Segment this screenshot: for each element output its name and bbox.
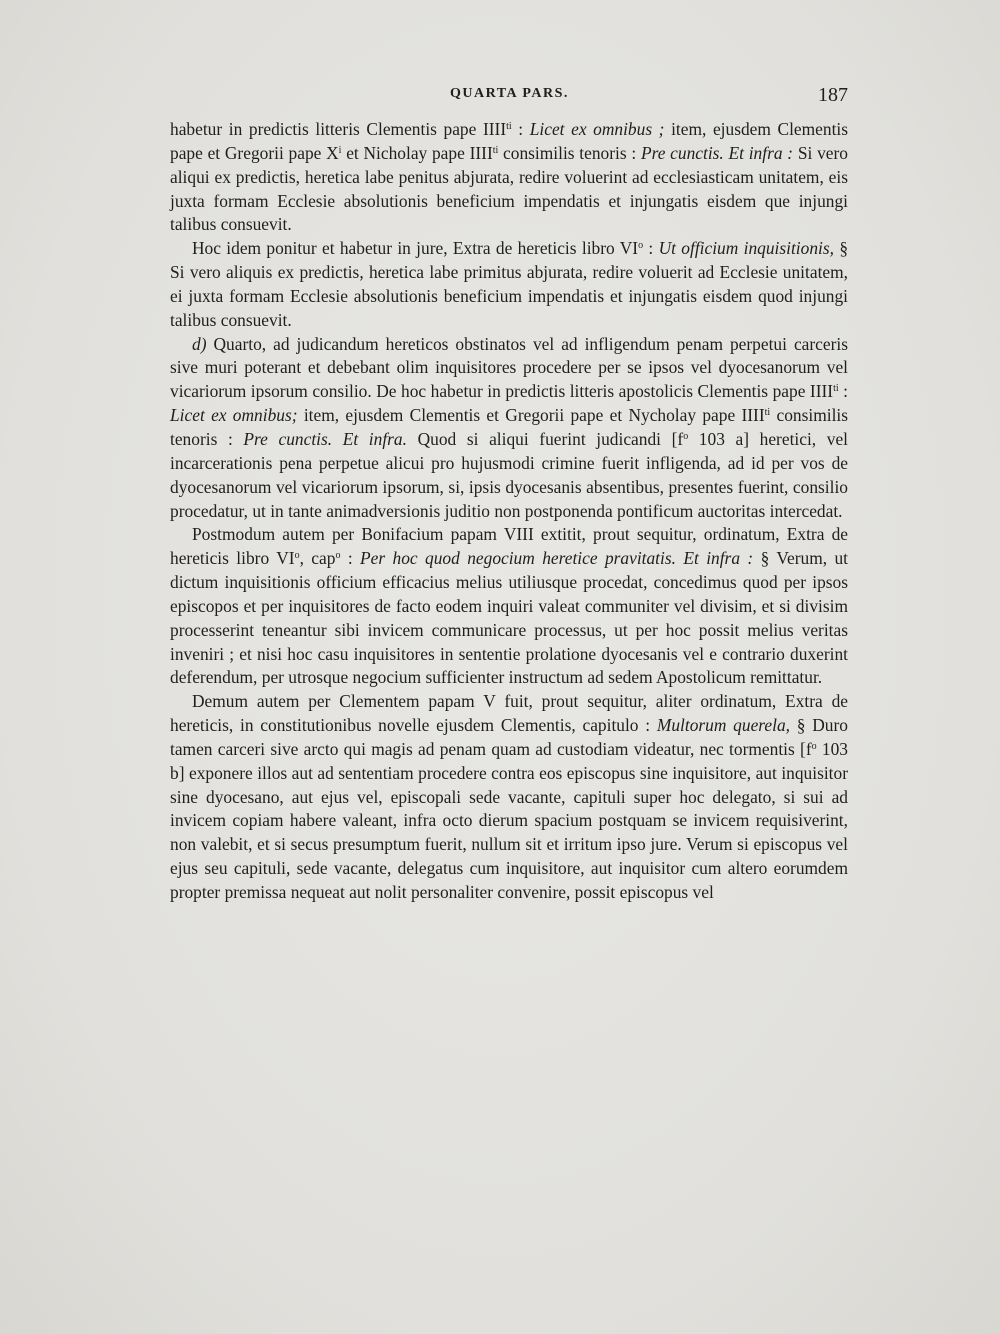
superscript: ti bbox=[764, 407, 771, 419]
italic-text: Pre cunctis. Et infra. bbox=[243, 428, 407, 449]
superscript: o bbox=[811, 740, 817, 752]
superscript: o bbox=[294, 550, 300, 562]
running-title: QUARTA PARS. bbox=[450, 86, 569, 101]
text-run: Quod si aliqui fuerint judicandi [f bbox=[406, 428, 684, 449]
paragraph-5 bbox=[170, 690, 848, 905]
text-run: : bbox=[511, 119, 530, 139]
paragraph-1 bbox=[170, 118, 848, 237]
text-run: , cap bbox=[299, 548, 336, 569]
paragraph-3 bbox=[170, 333, 848, 524]
text-run: Si vero aliqui ex predictis, heretica labe penitus abjurata, redire voluerint ad ecclesiasticam unitatem, eis juxta formam Ecclesie absolutionis beneficium impendatis et injungatis eisdem que injungi talibus consuevit. bbox=[170, 142, 848, 235]
superscript: ti bbox=[506, 121, 512, 132]
italic-text: Per hoc quod negocium heretice pravitatis. Et infra : bbox=[360, 548, 754, 569]
text-run: § Si vero aliquis ex predictis, heretica labe primitus abjurata, redire voluerit ad Ecclesie unitatem, ei juxta formam Ecclesie absolutionis beneficium impendatis et injungatis eisdem quod injungi talibus consuevit. bbox=[170, 238, 849, 330]
italic-text: Licet ex omnibus; bbox=[170, 405, 298, 426]
text-run: Hoc idem ponitur et habetur in jure, Extra de hereticis libro VI bbox=[192, 238, 639, 259]
text-run: : bbox=[643, 238, 659, 259]
text-run: consimilis tenoris : bbox=[498, 142, 641, 163]
superscript: o bbox=[335, 550, 341, 562]
running-head bbox=[170, 84, 848, 110]
italic-text: Multorum querela, bbox=[656, 715, 791, 736]
superscript: ti bbox=[833, 383, 839, 395]
paragraph-4 bbox=[170, 523, 848, 690]
text-run: et Nicholay pape IIII bbox=[341, 142, 493, 163]
text-run: habetur in predictis litteris Clementis pape IIII bbox=[170, 119, 507, 139]
superscript: o bbox=[683, 430, 689, 442]
superscript: ti bbox=[492, 144, 499, 156]
superscript: i bbox=[338, 144, 342, 156]
text-run: consimilis tenoris : bbox=[170, 405, 848, 449]
text-run: item, ejusdem Clementis pape et Gregorii pape X bbox=[170, 119, 849, 163]
paragraph-2 bbox=[170, 237, 848, 332]
text-run: item, ejusdem Clementis et Gregorii pape et Nycholay pape IIII bbox=[297, 405, 765, 426]
page-number: 187 bbox=[818, 84, 848, 106]
italic-text: d) bbox=[192, 333, 207, 354]
italic-text: Ut officium inquisitionis, bbox=[658, 238, 834, 259]
text-run: : bbox=[838, 381, 848, 402]
text-run: Quarto, ad judicandum hereticos obstinatos vel ad infligendum penam perpetui carceris sive muri poterant et debebant olim inquisitores procedere per se ipsos vel dyocesanorum vel vicariorum ipsorum consilio. De hoc habetur in predictis litteris apostolicis Clementis pape IIII bbox=[170, 333, 848, 402]
body-text bbox=[170, 118, 848, 905]
italic-text: Licet ex omnibus ; bbox=[529, 119, 665, 139]
text-run: Postmodum autem per Bonifacium papam VIII extitit, prout sequitur, ordinatum, Extra de hereticis libro VI bbox=[170, 524, 848, 569]
text-run: § Duro tamen carceri sive arcto qui magis ad penam quam ad custodiam videatur, nec tormentis [f bbox=[170, 715, 848, 759]
superscript: o bbox=[638, 240, 644, 252]
italic-text: Pre cunctis. Et infra : bbox=[640, 142, 794, 163]
text-run: : bbox=[340, 548, 361, 569]
text-run: § Verum, ut dictum inquisitionis officium efficacius melius utiliusque procedat, concedimus quod per ipsos episcopos et per inquisitores de facto eodem inquiri valeat communiter vel divisim, et si divisim processerint teneantur sibi invicem communicare processus, ut per hoc possit melius veritas inveniri ; et nisi hoc casu inquisitores in sententie prolatione dyocesanis vel e contrario duxerint deferendum, per utrosque negocium sufficienter instructum ad sedem Apostolicum remittatur. bbox=[170, 548, 848, 688]
text-run: 103 b] exponere illos aut ad sententiam procedere contra eos episcopus sine inquisitore, aut inquisitor sine dyocesano, aut ejus vel, episcopali sede vacante, capituli super hoc delegato, si sui ad invicem copiam habere valeant, infra octo dierum spacium postquam se invicem requisiverint, non valebit, et si secus presumptum fuerit, nullum sit et irritum ipso jure. Verum si episcopus vel ejus seu capituli, sede vacante, delegatus cum inquisitore, aut inquisitor cum altero eorumdem propter premissa nequeat aut nolit personaliter convenire, possit episcopus vel bbox=[170, 738, 848, 902]
text-run: Demum autem per Clementem papam V fuit, prout sequitur, aliter ordinatum, Extra de hereticis, in constitutionibus novelle ejusdem Clementis, capitulo : bbox=[170, 691, 848, 736]
text-run: 103 a] heretici, vel incarcerationis pena perpetue alicui pro hujusmodi crimine fuerit infligenda, ad id per vos de dyocesanorum vel vicariorum ipsorum, si, ipsis dyocesanis absentibus, presentes fuerint, consilio procedatur, ut in tante animadversionis juditio non postponenda pontificum auctoritas intercedat. bbox=[170, 428, 848, 521]
